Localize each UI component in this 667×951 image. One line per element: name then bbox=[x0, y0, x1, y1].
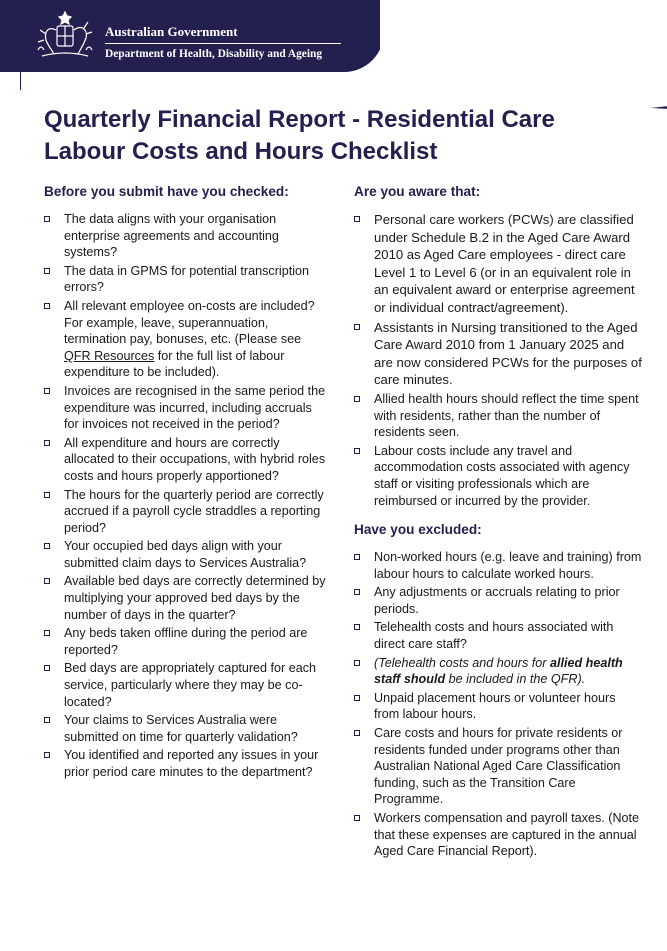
list-item: Personal care workers (PCWs) are classified under Schedule B.2 in the Aged Care Award 2010 as Aged Care employees - direct care Level 1 to Level 6 (or in an equivalent role in an equivalent award or enterprise agreement or individual contract/agreement). bbox=[354, 211, 644, 317]
square-bullet-icon bbox=[44, 630, 50, 636]
list-item: Your claims to Services Australia were submitted on time for quarterly validation? bbox=[44, 712, 329, 745]
square-bullet-icon bbox=[354, 624, 360, 630]
margin-rule bbox=[20, 62, 21, 90]
list-item: Allied health hours should reflect the time spent with residents, rather than the number of residents seen. bbox=[354, 391, 644, 441]
square-bullet-icon bbox=[44, 578, 50, 584]
list-item: Assistants in Nursing transitioned to the Aged Care Award 2010 from 1 January 2025 and are now considered PCWs for the purposes of care minutes. bbox=[354, 319, 644, 389]
square-bullet-icon bbox=[354, 589, 360, 595]
list-item: All expenditure and hours are correctly allocated to their occupations, with hybrid roles costs and hours properly apportioned? bbox=[44, 435, 329, 485]
list-item: Labour costs include any travel and accommodation costs associated with agency staff or visiting professionals which are reimbursed or incurred by the provider. bbox=[354, 443, 644, 509]
list-item: The hours for the quarterly period are correctly accrued if a payroll cycle straddles a reporting period? bbox=[44, 487, 329, 537]
square-bullet-icon bbox=[44, 440, 50, 446]
square-bullet-icon bbox=[354, 815, 360, 821]
checklist-before-submit bbox=[44, 211, 329, 781]
section-heading-checks: Before you submit have you checked: bbox=[44, 184, 289, 199]
checklist-aware bbox=[354, 211, 644, 509]
government-name: Australian Government bbox=[105, 24, 238, 39]
square-bullet-icon bbox=[354, 396, 360, 402]
section-heading-excluded: Have you excluded: bbox=[354, 522, 482, 538]
list-item: The data aligns with your organisation enterprise agreements and accounting systems? bbox=[44, 211, 329, 261]
list-item: Available bed days are correctly determined by multiplying your approved bed days by the number of days in the quarter? bbox=[44, 573, 329, 623]
square-bullet-icon bbox=[44, 717, 50, 723]
list-item: Workers compensation and payroll taxes. (Note that these expenses are captured in the annual Aged Care Financial Report). bbox=[354, 810, 644, 860]
header-swoosh bbox=[380, 0, 667, 120]
square-bullet-icon bbox=[44, 216, 50, 222]
list-item: Any adjustments or accruals relating to prior periods. bbox=[354, 584, 644, 617]
square-bullet-icon bbox=[354, 324, 360, 330]
square-bullet-icon bbox=[354, 660, 360, 666]
list-item: Care costs and hours for private residents or residents funded under programs other than Australian National Aged Care Classification funding, such as the Transition Care Programme. bbox=[354, 725, 644, 808]
list-item: Your occupied bed days align with your submitted claim days to Services Australia? bbox=[44, 538, 329, 571]
title-line-2: Labour Costs and Hours Checklist bbox=[44, 138, 438, 165]
list-item: Non-worked hours (e.g. leave and training) from labour hours to calculate worked hours. bbox=[354, 549, 644, 582]
square-bullet-icon bbox=[354, 730, 360, 736]
header-divider bbox=[105, 43, 341, 44]
list-item: All relevant employee on-costs are included? For example, leave, superannuation, termination pay, bonuses, etc. (Please see QFR Resources for the full list of labour expenditure to be included). bbox=[44, 298, 329, 381]
square-bullet-icon bbox=[354, 554, 360, 560]
square-bullet-icon bbox=[44, 303, 50, 309]
list-item: Invoices are recognised in the same period the expenditure was incurred, including accruals for invoices not received in the period? bbox=[44, 383, 329, 433]
list-item: The data in GPMS for potential transcription errors? bbox=[44, 263, 329, 296]
list-item: Bed days are appropriately captured for each service, particularly where they may be co-located? bbox=[44, 660, 329, 710]
list-item: Unpaid placement hours or volunteer hours from labour hours. bbox=[354, 690, 644, 723]
square-bullet-icon bbox=[44, 543, 50, 549]
square-bullet-icon bbox=[44, 268, 50, 274]
department-name: Department of Health, Disability and Ageing bbox=[105, 48, 323, 60]
square-bullet-icon bbox=[44, 752, 50, 758]
square-bullet-icon bbox=[354, 448, 360, 454]
square-bullet-icon bbox=[354, 216, 360, 222]
qfr-resources-link[interactable]: QFR Resources bbox=[64, 348, 155, 363]
title-line-1: Quarterly Financial Report - Residential Care bbox=[44, 106, 555, 133]
page-title bbox=[44, 104, 644, 168]
square-bullet-icon bbox=[44, 388, 50, 394]
square-bullet-icon bbox=[44, 492, 50, 498]
right-column bbox=[354, 184, 644, 862]
left-column bbox=[44, 184, 329, 783]
list-item: Any beds taken offline during the period are reported? bbox=[44, 625, 329, 658]
list-item: You identified and reported any issues in your prior period care minutes to the department? bbox=[44, 747, 329, 780]
list-item: (Telehealth costs and hours for allied health staff should be included in the QFR). bbox=[354, 655, 644, 688]
square-bullet-icon bbox=[354, 695, 360, 701]
checklist-excluded bbox=[354, 549, 644, 860]
list-item: Telehealth costs and hours associated with direct care staff? bbox=[354, 619, 644, 652]
section-heading-aware: Are you aware that: bbox=[354, 184, 481, 199]
square-bullet-icon bbox=[44, 665, 50, 671]
coat-of-arms-icon bbox=[34, 10, 96, 62]
